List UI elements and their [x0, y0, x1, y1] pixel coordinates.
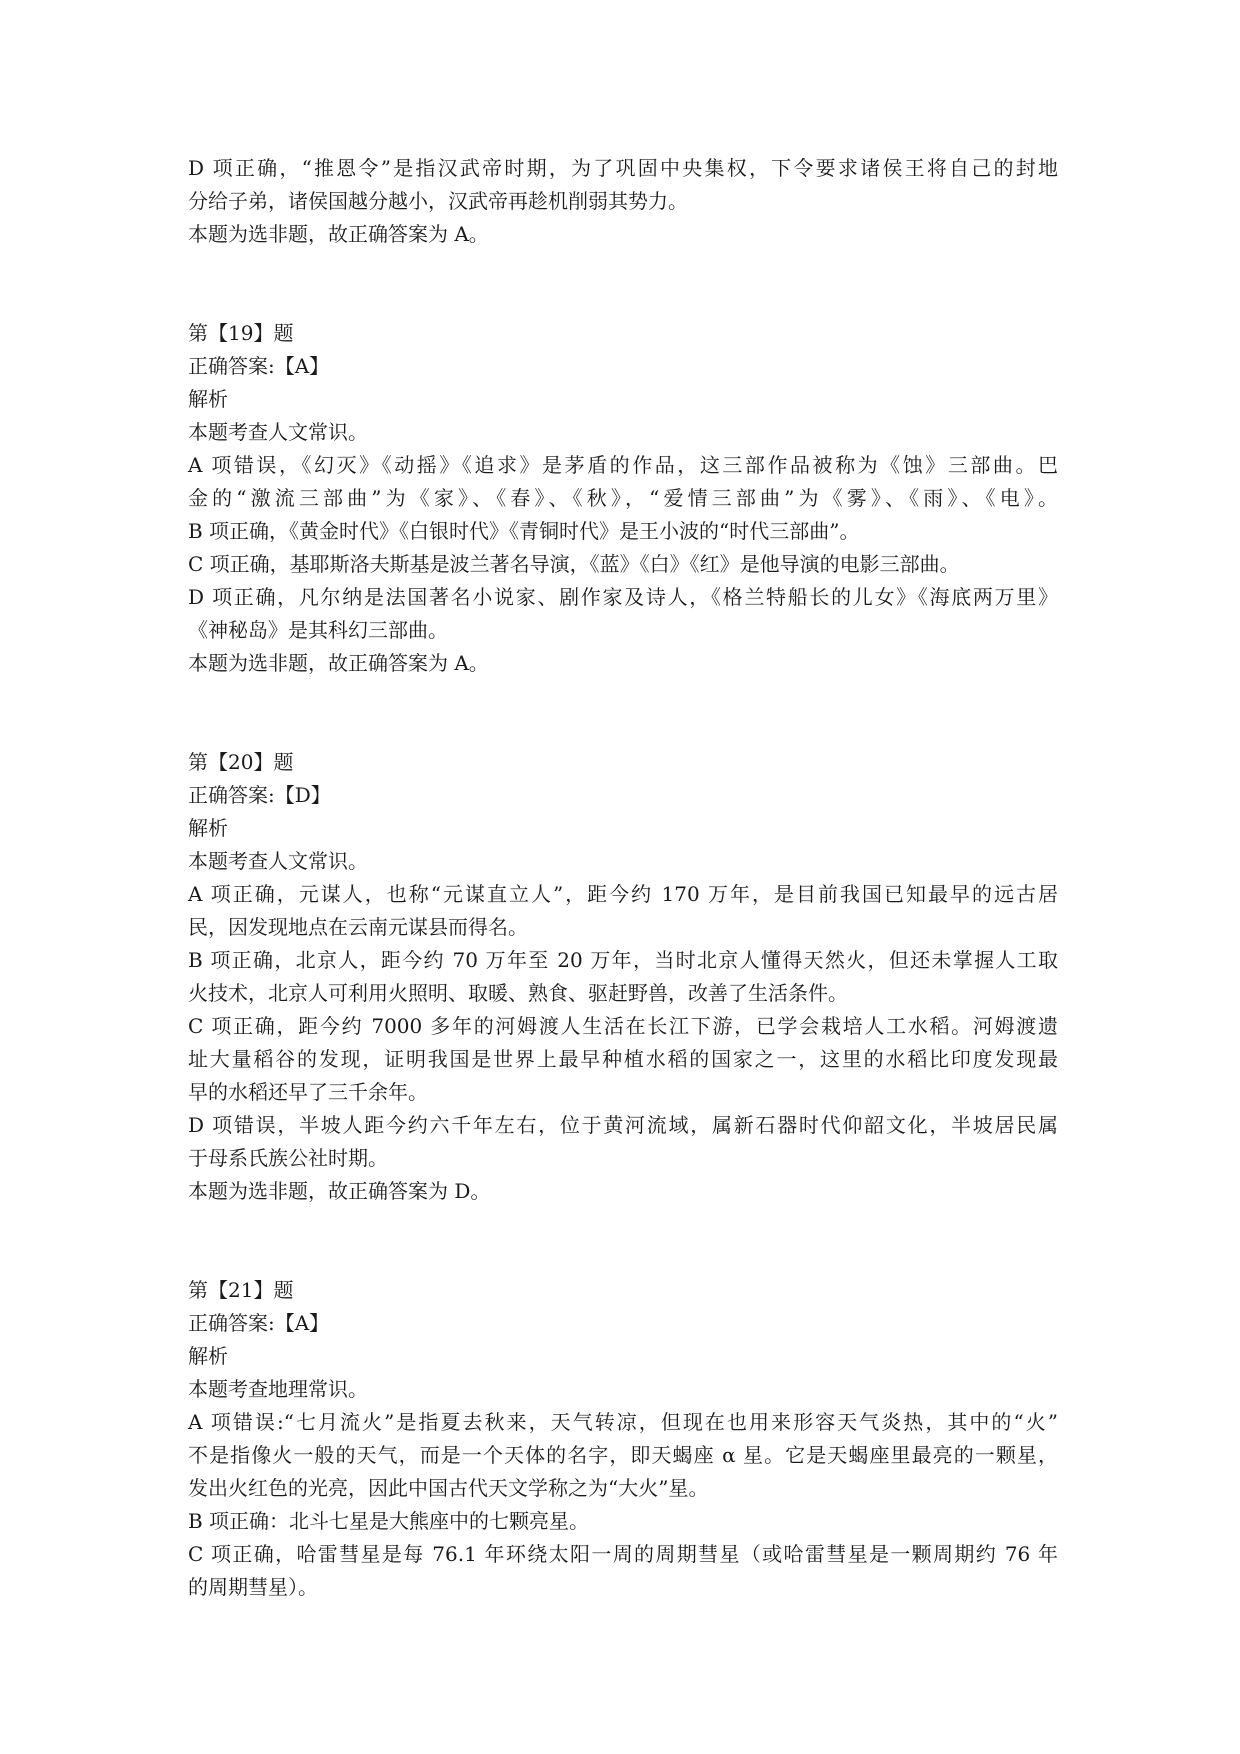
explanation-line: C 项正确，距今约 7000 多年的河姆渡人生活在长江下游，已学会栽培人工水稻。河姆渡遗 [188, 1014, 1058, 1038]
explanation-line: 的周期彗星）。 [188, 1575, 318, 1599]
explanation-line: 金的“激流三部曲”为《家》、《春》、《秋》，“爱情三部曲”为《雾》、《雨》、《电》。 [188, 486, 1058, 510]
question-heading: 第【21】题 [188, 1278, 294, 1302]
explanation-line: C 项正确，基耶斯洛夫斯基是波兰著名导演，《蓝》《白》《红》是他导演的电影三部曲。 [188, 552, 960, 576]
option-d-line: D 项正确，“推恩令”是指汉武帝时期，为了巩固中央集权，下令要求诸侯王将自己的封地 [188, 156, 1058, 180]
question-heading: 第【20】题 [188, 750, 294, 774]
explanation-line: 《神秘岛》是其科幻三部曲。 [188, 618, 448, 642]
explanation-line: 于母系氏族公社时期。 [188, 1146, 388, 1170]
question-heading: 第【19】题 [188, 321, 294, 345]
conclusion: 本题为选非题，故正确答案为 A。 [188, 222, 489, 246]
question-18-tail [188, 152, 1058, 251]
analysis-label: 解析 [188, 387, 228, 411]
question-19 [188, 317, 1058, 680]
correct-answer: 正确答案:【A】 [188, 354, 330, 378]
explanation-line: A 项正确，元谋人，也称“元谋直立人”，距今约 170 万年，是目前我国已知最早的远古居 [188, 882, 1058, 906]
conclusion: 本题为选非题，故正确答案为 D。 [188, 1179, 491, 1203]
option-d-line: 分给子弟，诸侯国越分越小，汉武帝再趁机削弱其势力。 [188, 189, 688, 213]
question-21 [188, 1274, 1058, 1604]
correct-answer: 正确答案:【D】 [188, 783, 331, 807]
explanation-line: 不是指像火一般的天气，而是一个天体的名字，即天蝎座 α 星。它是天蝎座里最亮的一颗星， [188, 1443, 1058, 1467]
analysis-label: 解析 [188, 816, 228, 840]
topic-line: 本题考查人文常识。 [188, 849, 368, 873]
explanation-line: D 项错误，半坡人距今约六千年左右，位于黄河流域，属新石器时代仰韶文化，半坡居民属 [188, 1113, 1058, 1137]
explanation-line: 发出火红色的光亮，因此中国古代天文学称之为“大火”星。 [188, 1476, 709, 1500]
question-20 [188, 746, 1058, 1208]
analysis-label: 解析 [188, 1344, 228, 1368]
topic-line: 本题考查人文常识。 [188, 420, 368, 444]
explanation-line: D 项正确，凡尔纳是法国著名小说家、剧作家及诗人，《格兰特船长的儿女》《海底两万里》 [188, 585, 1058, 609]
correct-answer: 正确答案:【A】 [188, 1311, 330, 1335]
explanation-line: B 项正确，北京人，距今约 70 万年至 20 万年，当时北京人懂得天然火，但还未掌握人工取 [188, 948, 1058, 972]
explanation-line: 早的水稻还早了三千余年。 [188, 1080, 428, 1104]
explanation-line: 民，因发现地点在云南元谋县而得名。 [188, 915, 528, 939]
explanation-line: A 项错误:“七月流火”是指夏去秋来，天气转凉，但现在也用来形容天气炎热，其中的“火” [188, 1410, 1058, 1434]
conclusion: 本题为选非题，故正确答案为 A。 [188, 651, 489, 675]
explanation-line: B 项正确：北斗七星是大熊座中的七颗亮星。 [188, 1509, 590, 1533]
explanation-line: 址大量稻谷的发现，证明我国是世界上最早种植水稻的国家之一，这里的水稻比印度发现最 [188, 1047, 1058, 1071]
explanation-line: 火技术，北京人可利用火照明、取暖、熟食、驱赶野兽，改善了生活条件。 [188, 981, 848, 1005]
document-page [188, 152, 1058, 1604]
explanation-line: C 项正确，哈雷彗星是每 76.1 年环绕太阳一周的周期彗星（或哈雷彗星是一颗周期约 76 年 [188, 1542, 1058, 1566]
topic-line: 本题考查地理常识。 [188, 1377, 368, 1401]
explanation-line: B 项正确，《黄金时代》《白银时代》《青铜时代》是王小波的“时代三部曲”。 [188, 519, 860, 543]
explanation-line: A 项错误，《幻灭》《动摇》《追求》是茅盾的作品，这三部作品被称为《蚀》三部曲。巴 [188, 453, 1058, 477]
